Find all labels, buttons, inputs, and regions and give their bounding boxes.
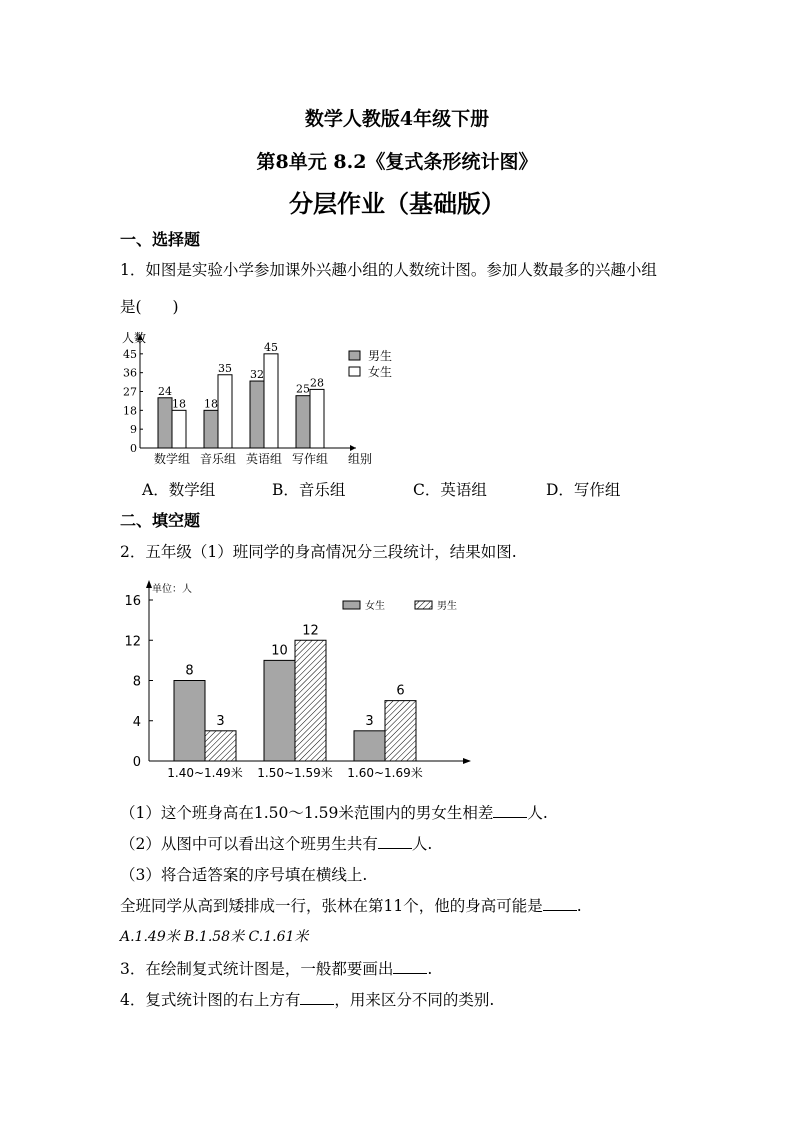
chart2-bar-boys bbox=[295, 640, 326, 761]
chart1-bar-boys bbox=[296, 396, 310, 448]
q2-line bbox=[120, 894, 582, 916]
chart2-x-arrow bbox=[463, 758, 471, 764]
chart1-x-tick-label: 音乐组 bbox=[199, 452, 237, 466]
chart1-data-label: 32 bbox=[250, 368, 264, 382]
q1-option-a: A．数学组 bbox=[142, 481, 216, 499]
q2-line-text: 全班同学从高到矮排成一行，张林在第11个，他的身高可能是 bbox=[120, 897, 543, 915]
chart2-y-tick-label: 8 bbox=[132, 674, 141, 690]
q3-blank bbox=[393, 961, 427, 974]
q2-text: 2．五年级（1）班同学的身高情况分三段统计，结果如图. bbox=[120, 543, 517, 561]
chart1-x-tick-label: 写作组 bbox=[291, 452, 329, 466]
chart2-data-label: 8 bbox=[185, 663, 194, 679]
chart1-bar-boys bbox=[250, 381, 264, 448]
chart1-y-label: 人数 bbox=[122, 331, 147, 345]
doc-title-line2: 第8单元 8.2《复式条形统计图》 bbox=[256, 151, 538, 173]
chart2-bar-boys bbox=[385, 701, 416, 761]
q4-end: ，用来区分不同的类别. bbox=[334, 991, 495, 1009]
q1-option-b: B．音乐组 bbox=[272, 481, 346, 499]
q2-sub1-text: （1）这个班身高在1.50～1.59米范围内的男女生相差 bbox=[120, 804, 494, 822]
q2-sub1-blank bbox=[493, 805, 527, 818]
chart1-group-bar-chart bbox=[118, 327, 403, 469]
chart2-bar-girls bbox=[264, 660, 295, 761]
chart1-bar-girls bbox=[264, 354, 278, 448]
chart2-data-label: 6 bbox=[396, 683, 405, 699]
q4-blank bbox=[300, 992, 334, 1005]
chart2-y-tick-label: 12 bbox=[124, 634, 141, 650]
q1-option-d: D．写作组 bbox=[546, 481, 621, 499]
chart1-x-arrow bbox=[350, 445, 356, 451]
q4 bbox=[120, 988, 494, 1010]
chart2-data-label: 12 bbox=[302, 623, 319, 639]
chart2-legend-swatch bbox=[415, 601, 432, 609]
chart1-x-tick-label: 英语组 bbox=[245, 452, 283, 466]
q2-line-blank bbox=[543, 898, 577, 911]
q2-sub3: （3）将合适答案的序号填在横线上. bbox=[120, 866, 368, 884]
q1-text-line2: 是( ) bbox=[120, 298, 179, 316]
chart2-y-tick-label: 4 bbox=[132, 714, 141, 730]
q2-choices: A.1.49米 B.1.58米 C.1.61米 bbox=[120, 929, 309, 945]
chart1-bar-boys bbox=[158, 398, 172, 448]
chart1-bar-boys bbox=[204, 410, 218, 448]
q2-sub1 bbox=[120, 801, 548, 823]
chart1-x-tick-label: 数学组 bbox=[153, 452, 191, 466]
q2-sub2 bbox=[120, 832, 432, 854]
chart1-y-tick-label: 0 bbox=[130, 442, 137, 455]
chart2-x-tick-label: 1.40~1.49米 bbox=[167, 766, 243, 780]
doc-title-line3: 分层作业（基础版） bbox=[289, 189, 505, 218]
chart2-x-tick-label: 1.60~1.69米 bbox=[347, 766, 423, 780]
chart1-y-tick-label: 36 bbox=[123, 366, 137, 380]
chart1-data-label: 35 bbox=[218, 361, 232, 375]
chart1-y-tick-label: 9 bbox=[130, 423, 137, 437]
chart1-data-label: 28 bbox=[310, 376, 324, 390]
chart1-data-label: 25 bbox=[296, 382, 310, 396]
chart2-data-label: 10 bbox=[271, 643, 288, 659]
chart2-legend-label: 女生 bbox=[365, 601, 385, 612]
chart2-legend-swatch bbox=[343, 601, 360, 609]
chart1-legend-swatch bbox=[349, 351, 360, 360]
q3-end: . bbox=[427, 960, 433, 978]
chart1-bar-girls bbox=[310, 389, 324, 448]
q2-line-end: . bbox=[576, 897, 582, 915]
chart1-y-tick-label: 27 bbox=[123, 385, 137, 399]
chart2-legend-label: 男生 bbox=[437, 601, 457, 612]
doc-title-line1: 数学人教版4年级下册 bbox=[304, 108, 490, 130]
chart2-unit-label: 单位：人 bbox=[152, 584, 192, 595]
chart1-data-label: 18 bbox=[204, 397, 218, 411]
chart1-y-tick-label: 18 bbox=[123, 404, 137, 418]
q1-option-c: C．英语组 bbox=[413, 481, 487, 499]
chart2-bar-girls bbox=[354, 731, 385, 761]
chart1-x-label: 组别 bbox=[348, 452, 373, 466]
q1-text-line1: 1．如图是实验小学参加课外兴趣小组的人数统计图。参加人数最多的兴趣小组 bbox=[120, 261, 657, 279]
chart2-y-tick-label: 0 bbox=[132, 755, 141, 770]
chart2-x-tick-label: 1.50~1.59米 bbox=[257, 766, 333, 780]
chart1-data-label: 18 bbox=[172, 397, 186, 411]
chart2-data-label: 3 bbox=[216, 713, 225, 729]
q2-sub2-unit: 人. bbox=[411, 835, 433, 853]
q2-sub2-blank bbox=[378, 836, 412, 849]
q2-sub1-unit: 人. bbox=[527, 804, 548, 822]
chart1-data-label: 24 bbox=[158, 384, 172, 398]
chart1-data-label: 45 bbox=[264, 340, 278, 354]
q3-text: 3．在绘制复式统计图是，一般都要画出 bbox=[120, 960, 394, 978]
q4-text: 4．复式统计图的右上方有 bbox=[120, 991, 301, 1009]
chart1-y-tick-label: 45 bbox=[123, 347, 137, 361]
section2-title: 二、填空题 bbox=[120, 511, 201, 530]
chart1-bar-girls bbox=[172, 410, 186, 448]
chart2-data-label: 3 bbox=[365, 713, 374, 729]
q2-sub2-text: （2）从图中可以看出这个班男生共有 bbox=[120, 835, 378, 853]
q3 bbox=[120, 957, 432, 979]
chart1-legend-label: 女生 bbox=[368, 365, 393, 379]
chart2-bar-boys bbox=[205, 731, 236, 761]
chart2-y-tick-label: 16 bbox=[124, 594, 141, 609]
chart1-legend-swatch bbox=[349, 367, 360, 376]
chart2-height-bar-chart bbox=[114, 578, 484, 786]
chart1-legend-label: 男生 bbox=[368, 349, 393, 363]
chart2-bar-girls bbox=[174, 681, 205, 762]
chart1-bar-girls bbox=[218, 375, 232, 448]
section1-title: 一、选择题 bbox=[120, 230, 201, 249]
